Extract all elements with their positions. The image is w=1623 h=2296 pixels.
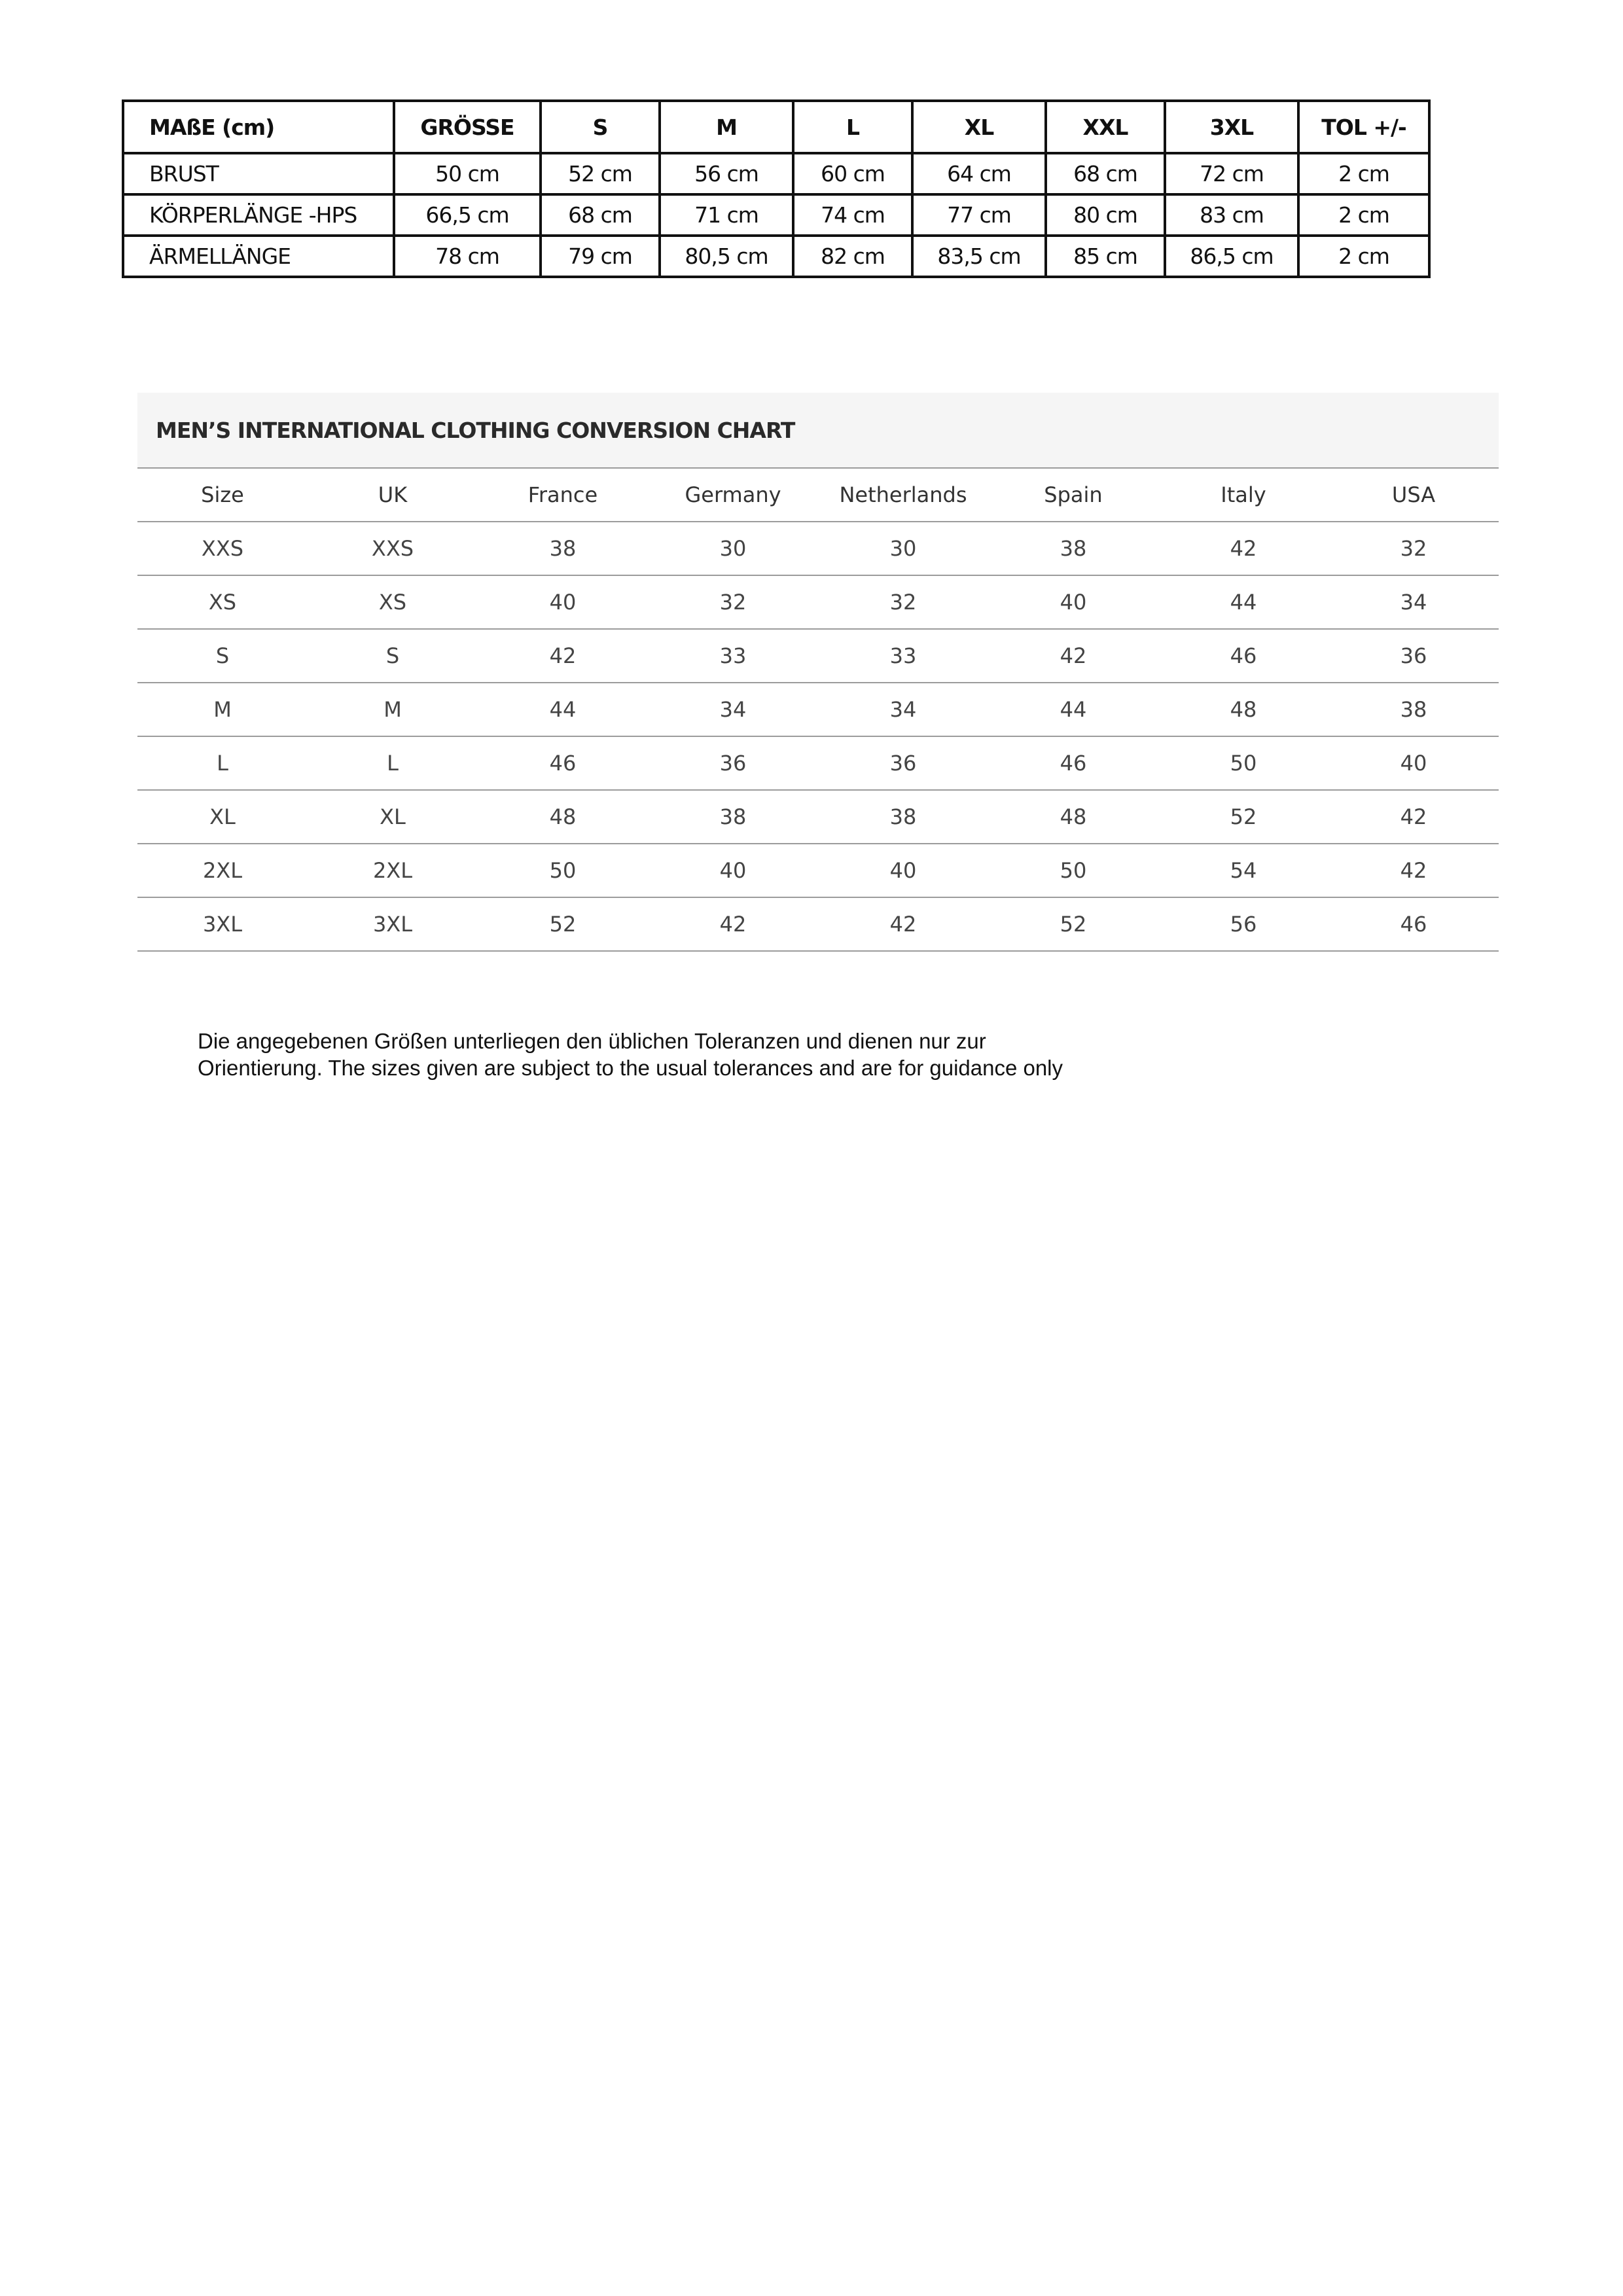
- table-cell: M: [308, 683, 478, 736]
- table-cell: 38: [648, 790, 818, 844]
- table-cell: 52: [988, 897, 1158, 951]
- table-cell: 42: [1329, 790, 1499, 844]
- measurements-table: [122, 99, 1431, 278]
- table-cell: 46: [1329, 897, 1499, 951]
- table-row: [137, 844, 1499, 897]
- table-cell: 30: [648, 522, 818, 575]
- table-cell: 2XL: [308, 844, 478, 897]
- table-cell: 71 cm: [660, 194, 793, 236]
- table-cell: 64 cm: [912, 153, 1046, 194]
- table-cell: S: [137, 629, 308, 683]
- table-cell: 40: [1329, 736, 1499, 790]
- table-cell: 2 cm: [1298, 153, 1429, 194]
- conversion-chart: [137, 393, 1499, 952]
- header-s: S: [541, 101, 660, 153]
- header-xxl: XXL: [1046, 101, 1165, 153]
- table-cell: 40: [988, 575, 1158, 629]
- table-cell: 38: [478, 522, 648, 575]
- table-cell: 66,5 cm: [394, 194, 541, 236]
- table-cell: 32: [818, 575, 988, 629]
- table-row: [137, 683, 1499, 736]
- table-cell: 36: [648, 736, 818, 790]
- table-cell: XS: [308, 575, 478, 629]
- conversion-chart-title: MEN’S INTERNATIONAL CLOTHING CONVERSION CHART: [137, 393, 1499, 469]
- footnote-line-1: Die angegebenen Größen unterliegen den üblichen Toleranzen und dienen nur zur: [198, 1029, 986, 1053]
- table-cell: 40: [648, 844, 818, 897]
- table-cell: 34: [1329, 575, 1499, 629]
- table-cell: 52 cm: [541, 153, 660, 194]
- table-cell: 46: [988, 736, 1158, 790]
- table-cell: 3XL: [308, 897, 478, 951]
- table-cell: 36: [1329, 629, 1499, 683]
- footnote-line-2: Orientierung. The sizes given are subject to the usual tolerances and are for guidance only: [198, 1056, 1063, 1080]
- measurements-header-row: [123, 101, 1429, 153]
- header-size: Size: [137, 469, 308, 522]
- table-cell: 85 cm: [1046, 236, 1165, 277]
- table-row: [137, 522, 1499, 575]
- table-row: [137, 897, 1499, 951]
- conversion-header-row: [137, 469, 1499, 522]
- conversion-table: [137, 469, 1499, 952]
- table-cell: 50 cm: [394, 153, 541, 194]
- table-cell: 32: [648, 575, 818, 629]
- row-label: BRUST: [123, 153, 394, 194]
- header-m: M: [660, 101, 793, 153]
- table-row: [137, 629, 1499, 683]
- header-germany: Germany: [648, 469, 818, 522]
- table-cell: 33: [818, 629, 988, 683]
- table-cell: 50: [988, 844, 1158, 897]
- table-cell: 44: [478, 683, 648, 736]
- table-cell: 42: [1329, 844, 1499, 897]
- table-cell: 50: [1158, 736, 1329, 790]
- table-cell: 38: [1329, 683, 1499, 736]
- table-cell: 44: [1158, 575, 1329, 629]
- header-masse: MAßE (cm): [123, 101, 394, 153]
- table-cell: 54: [1158, 844, 1329, 897]
- table-cell: 83,5 cm: [912, 236, 1046, 277]
- table-cell: 42: [1158, 522, 1329, 575]
- table-cell: XXS: [308, 522, 478, 575]
- table-cell: M: [137, 683, 308, 736]
- table-cell: XXS: [137, 522, 308, 575]
- table-cell: 48: [988, 790, 1158, 844]
- table-cell: 77 cm: [912, 194, 1046, 236]
- table-cell: 79 cm: [541, 236, 660, 277]
- table-cell: XL: [308, 790, 478, 844]
- table-cell: 2 cm: [1298, 194, 1429, 236]
- row-label: KÖRPERLÄNGE -HPS: [123, 194, 394, 236]
- table-cell: 46: [1158, 629, 1329, 683]
- measurements-row-brust: [123, 153, 1429, 194]
- table-row: [137, 736, 1499, 790]
- table-cell: 2 cm: [1298, 236, 1429, 277]
- table-cell: 34: [648, 683, 818, 736]
- table-cell: 68 cm: [1046, 153, 1165, 194]
- table-cell: S: [308, 629, 478, 683]
- header-xl: XL: [912, 101, 1046, 153]
- header-l: L: [793, 101, 912, 153]
- table-cell: 38: [988, 522, 1158, 575]
- table-cell: 30: [818, 522, 988, 575]
- measurements-row-koerperlaenge: [123, 194, 1429, 236]
- table-cell: 38: [818, 790, 988, 844]
- header-italy: Italy: [1158, 469, 1329, 522]
- table-cell: 3XL: [137, 897, 308, 951]
- table-cell: 74 cm: [793, 194, 912, 236]
- table-cell: 82 cm: [793, 236, 912, 277]
- table-cell: 40: [818, 844, 988, 897]
- table-cell: 52: [1158, 790, 1329, 844]
- table-cell: 48: [478, 790, 648, 844]
- table-cell: 42: [988, 629, 1158, 683]
- header-netherlands: Netherlands: [818, 469, 988, 522]
- table-cell: 44: [988, 683, 1158, 736]
- table-cell: 50: [478, 844, 648, 897]
- table-cell: 72 cm: [1165, 153, 1298, 194]
- header-3xl: 3XL: [1165, 101, 1298, 153]
- table-cell: 83 cm: [1165, 194, 1298, 236]
- table-cell: 52: [478, 897, 648, 951]
- row-label: ÄRMELLÄNGE: [123, 236, 394, 277]
- table-cell: 34: [818, 683, 988, 736]
- table-cell: 32: [1329, 522, 1499, 575]
- table-cell: 42: [648, 897, 818, 951]
- table-cell: 33: [648, 629, 818, 683]
- table-cell: 42: [818, 897, 988, 951]
- conversion-body: [137, 522, 1499, 951]
- table-cell: 2XL: [137, 844, 308, 897]
- footnote: [198, 1028, 1179, 1081]
- measurements-row-aermellaenge: [123, 236, 1429, 277]
- table-cell: 60 cm: [793, 153, 912, 194]
- table-cell: 36: [818, 736, 988, 790]
- table-cell: 46: [478, 736, 648, 790]
- header-tol: TOL +/-: [1298, 101, 1429, 153]
- table-cell: L: [137, 736, 308, 790]
- table-cell: 42: [478, 629, 648, 683]
- table-cell: 78 cm: [394, 236, 541, 277]
- header-uk: UK: [308, 469, 478, 522]
- table-cell: XS: [137, 575, 308, 629]
- header-usa: USA: [1329, 469, 1499, 522]
- table-row: [137, 790, 1499, 844]
- table-row: [137, 575, 1499, 629]
- table-cell: 56 cm: [660, 153, 793, 194]
- header-france: France: [478, 469, 648, 522]
- header-groesse: GRÖSSE: [394, 101, 541, 153]
- table-cell: 80,5 cm: [660, 236, 793, 277]
- table-cell: 56: [1158, 897, 1329, 951]
- table-cell: L: [308, 736, 478, 790]
- table-cell: 86,5 cm: [1165, 236, 1298, 277]
- header-spain: Spain: [988, 469, 1158, 522]
- table-cell: 68 cm: [541, 194, 660, 236]
- table-cell: 40: [478, 575, 648, 629]
- table-cell: 48: [1158, 683, 1329, 736]
- table-cell: 80 cm: [1046, 194, 1165, 236]
- table-cell: XL: [137, 790, 308, 844]
